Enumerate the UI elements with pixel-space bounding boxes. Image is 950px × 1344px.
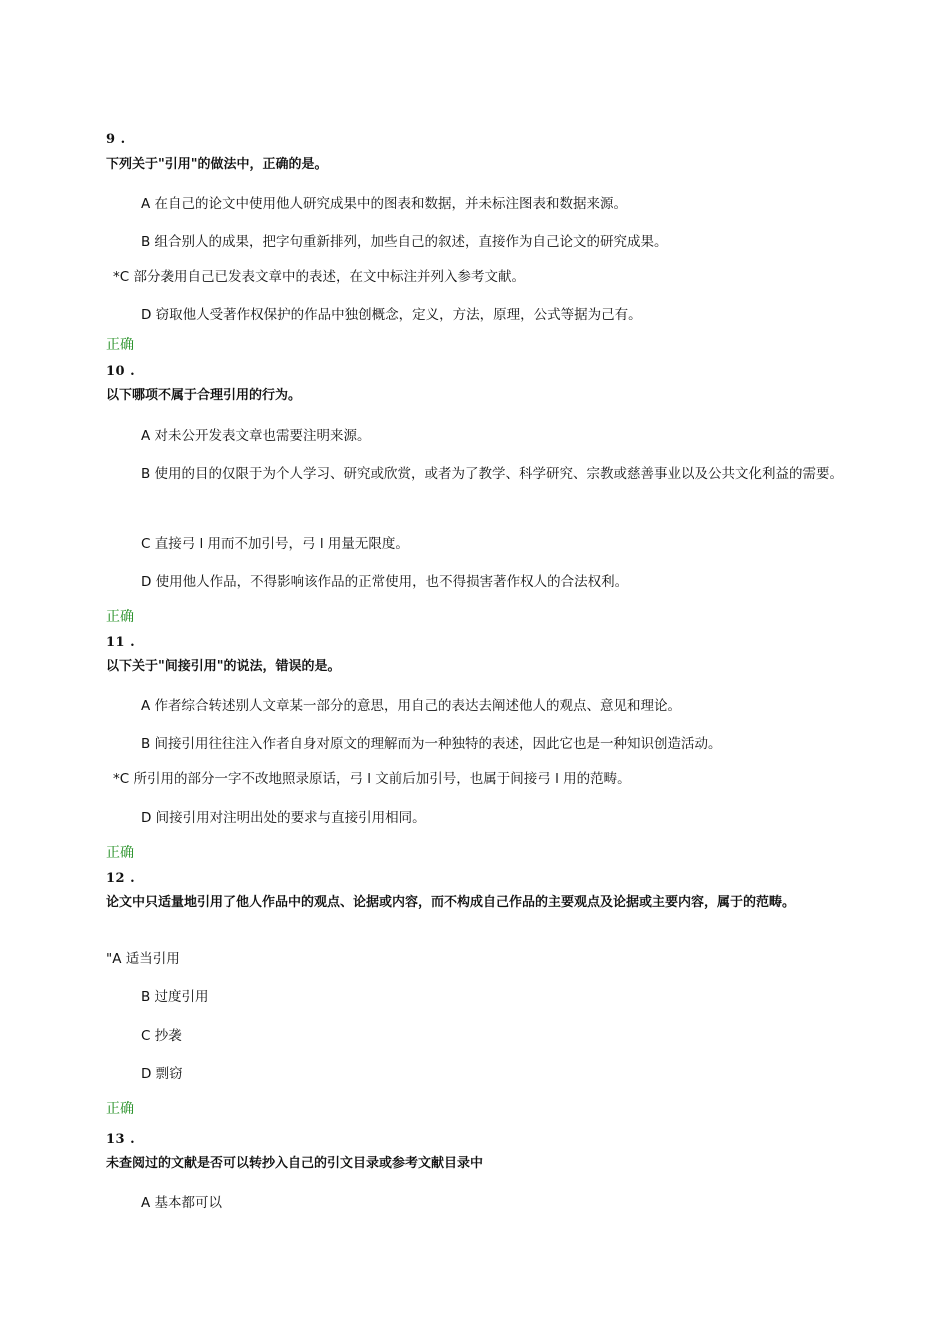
option-c-selected: *C 所引用的部分一字不改地照录原话，弓 l 文前后加引号，也属于间接弓 l 用的范畴。 [113,771,631,787]
option-c: C 直接弓 l 用而不加引号，弓 l 用量无限度。 [141,536,409,552]
option-b: B 组合别人的成果，把字句重新排列，加些自己的叙述，直接作为自己论文的研究成果。 [141,234,668,250]
question-text: 未查阅过的文献是否可以转抄入自己的引文目录或参考文献目录中 [106,1156,484,1171]
result-label: 正确 [106,845,134,861]
option-b: B 过度引用 [141,989,209,1005]
result-label: 正确 [106,609,134,625]
option-b: B 间接引用往往注入作者自身对原文的理解而为一种独特的表述，因此它也是一种知识创造活动。 [141,736,722,752]
result-label: 正确 [106,1101,134,1117]
option-a: A 对未公开发表文章也需要注明来源。 [141,428,371,444]
question-text: 以下关于"间接引用"的说法，错误的是。 [106,659,341,674]
option-d: D 剽窃 [141,1066,183,1082]
question-number: 13 . [106,1132,136,1147]
question-text: 下列关于"引用"的做法中，正确的是。 [106,157,328,172]
option-c: C 抄袭 [141,1028,182,1044]
option-a: A 作者综合转述别人文章某一部分的意思，用自己的表达去阐述他人的观点、意见和理论。 [141,698,682,714]
option-a-selected: "A 适当引用 [106,951,180,967]
result-label: 正确 [106,337,134,353]
question-number: 9 . [106,132,126,147]
question-number: 10 . [106,364,136,379]
question-text: 论文中只适量地引用了他人作品中的观点、论据或内容，而不构成自己作品的主要观点及论据或主要内容，属于的范畴。 [106,895,796,910]
option-a: A 基本都可以 [141,1195,223,1211]
question-number: 12 . [106,871,136,886]
option-a: A 在自己的论文中使用他人研究成果中的图表和数据，并未标注图表和数据来源。 [141,196,628,212]
question-number: 11 . [106,635,136,650]
option-d: D 使用他人作品，不得影响该作品的正常使用，也不得损害著作权人的合法权利。 [141,574,629,590]
question-text: 以下哪项不属于合理引用的行为。 [106,388,302,403]
option-b: B 使用的目的仅限于为个人学习、研究或欣赏，或者为了教学、科学研究、宗教或慈善事业以及公共文化利益的需要。 [141,466,844,482]
option-d: D 窃取他人受著作权保护的作品中独创概念，定义，方法，原理，公式等据为己有。 [141,307,642,323]
option-c-selected: *C 部分袭用自己已发表文章中的表述，在文中标注并列入参考文献。 [113,269,525,285]
option-d: D 间接引用对注明出处的要求与直接引用相同。 [141,810,426,826]
